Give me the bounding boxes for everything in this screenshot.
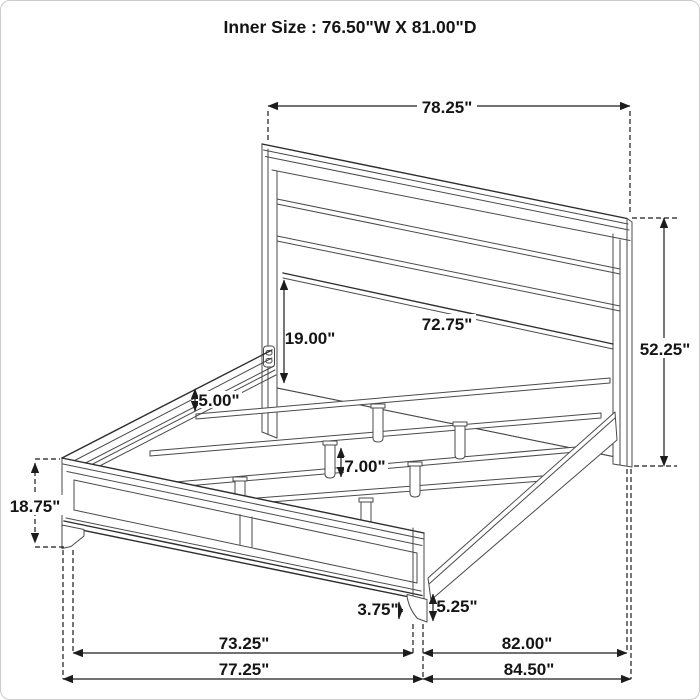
dim-slat-leg-height — [341, 448, 388, 477]
dim-headboard-inner-width — [418, 314, 476, 334]
footboard-leg-left — [62, 525, 84, 549]
footboard-leg-right — [407, 595, 427, 623]
dim-label-headboard-panel-height: 19.00" — [284, 329, 336, 348]
rail-hook-bracket — [264, 346, 275, 367]
diagram-title: Inner Size : 76.50"W X 81.00"D — [223, 17, 477, 37]
slat-leg — [371, 404, 385, 442]
slat-leg — [453, 422, 467, 459]
dim-side-rail-clearance — [433, 594, 479, 621]
slat-leg — [323, 441, 337, 478]
dim-label-slat-leg-height: 7.00" — [344, 457, 386, 476]
dim-label-top-width: 78.25" — [421, 98, 473, 117]
dim-footboard-outer-width — [63, 660, 423, 679]
dim-footboard-inner-width — [73, 634, 413, 653]
dim-total-depth — [423, 660, 631, 679]
dim-right-height — [632, 218, 694, 466]
slat-leg — [408, 462, 422, 497]
dim-label-headboard-inner-width: 72.75" — [421, 315, 473, 334]
dim-label-footboard-inner-width: 73.25" — [218, 634, 270, 653]
dim-side-depth — [423, 634, 627, 653]
bed-drawing — [62, 144, 632, 622]
dim-rail-slat-gap — [195, 389, 242, 411]
dim-label-footboard-height: 18.75" — [9, 497, 61, 516]
dim-footboard-leg-height — [357, 599, 399, 619]
dim-label-side-depth: 82.00" — [501, 634, 553, 653]
dim-label-right-height: 52.25" — [639, 340, 691, 359]
dim-label-footboard-outer-width: 77.25" — [218, 660, 270, 679]
dim-label-rail-slat-gap: 5.00" — [198, 391, 240, 410]
dim-label-footboard-leg-height: 3.75" — [357, 600, 399, 619]
dim-label-total-depth: 84.50" — [503, 660, 555, 679]
dim-label-side-rail-clearance: 5.25" — [436, 597, 478, 616]
dim-footboard-height — [6, 459, 64, 547]
